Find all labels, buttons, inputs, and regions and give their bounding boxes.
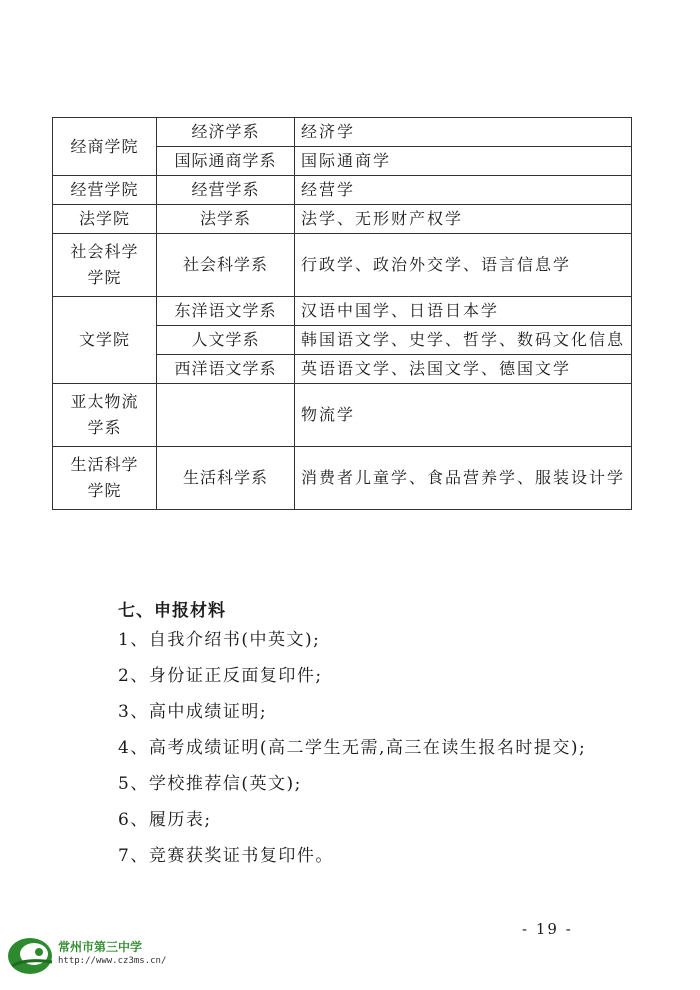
department-cell: 生活科学系 (157, 447, 295, 510)
major-cell: 经济学 (295, 118, 632, 147)
table-row (53, 176, 632, 205)
list-item: 6、履历表; (118, 810, 212, 830)
page-number: - 19 - (522, 920, 573, 938)
list-item: 3、高中成绩证明; (118, 702, 268, 722)
major-cell: 消费者儿童学、食品营养学、服装设计学 (295, 447, 632, 510)
department-cell: 经济学系 (157, 118, 295, 147)
materials-list (118, 628, 586, 880)
section-title: 七、申报材料 (118, 601, 226, 621)
department-cell (157, 384, 295, 447)
table-row (53, 118, 632, 147)
table-row (53, 384, 632, 447)
table-row (53, 205, 632, 234)
college-cell: 经商学院 (53, 118, 157, 176)
college-cell: 经营学院 (53, 176, 157, 205)
major-cell: 国际通商学 (295, 147, 632, 176)
department-cell: 法学系 (157, 205, 295, 234)
major-cell: 韩国语文学、史学、哲学、数码文化信息 (295, 326, 632, 355)
college-cell: 亚太物流学系 (53, 384, 157, 447)
college-cell: 法学院 (53, 205, 157, 234)
major-cell: 行政学、政治外交学、语言信息学 (295, 234, 632, 297)
school-name: 常州市第三中学 (58, 940, 143, 954)
department-cell: 东洋语文学系 (157, 297, 295, 326)
department-cell: 社会科学系 (157, 234, 295, 297)
department-cell: 国际通商学系 (157, 147, 295, 176)
list-item: 2、身份证正反面复印件; (118, 666, 323, 686)
major-cell: 英语语文学、法国文学、德国文学 (295, 355, 632, 384)
major-cell: 经营学 (295, 176, 632, 205)
department-cell: 经营学系 (157, 176, 295, 205)
department-cell: 人文学系 (157, 326, 295, 355)
list-item: 4、高考成绩证明(高二学生无需,高三在读生报名时提交); (118, 738, 587, 758)
school-logo-watermark (6, 932, 176, 982)
majors-table (52, 117, 632, 510)
major-cell: 汉语中国学、日语日本学 (295, 297, 632, 326)
college-cell: 社会科学学院 (53, 234, 157, 297)
major-cell: 法学、无形财产权学 (295, 205, 632, 234)
school-url: http://www.cz3ms.cn/ (58, 956, 167, 966)
school-emblem-icon (6, 932, 56, 978)
list-item: 7、竞赛获奖证书复印件。 (118, 846, 334, 866)
list-item: 1、自我介绍书(中英文); (118, 630, 321, 650)
college-cell: 文学院 (53, 297, 157, 384)
department-cell: 西洋语文学系 (157, 355, 295, 384)
table-row (53, 447, 632, 510)
major-cell: 物流学 (295, 384, 632, 447)
college-cell: 生活科学学院 (53, 447, 157, 510)
list-item: 5、学校推荐信(英文); (118, 774, 302, 794)
table-row (53, 234, 632, 297)
table-row (53, 297, 632, 326)
